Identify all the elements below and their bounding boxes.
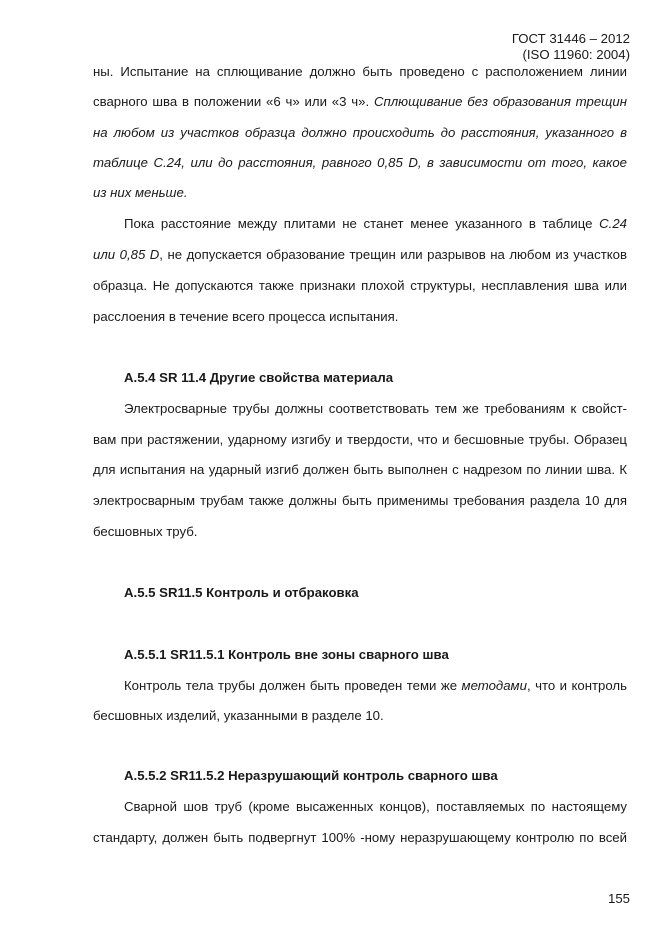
- paragraph-line: [93, 155, 627, 171]
- paragraph-line: для испытания на ударный изгиб должен быть выполнен с надрезом по линии шва. К: [93, 462, 627, 477]
- subsection-heading: А.5.5.1 SR11.5.1 Контроль вне зоны сварного шва: [124, 647, 449, 662]
- paragraph-line: [124, 678, 627, 694]
- paragraph-line: ны. Испытание на сплющивание должно быть проведено с расположением линии: [93, 64, 627, 79]
- paragraph-line: бесшовных изделий, указанными в разделе 10.: [93, 708, 384, 723]
- document-header: [512, 31, 630, 63]
- italic-text-run: на любом из участков образца должно происходить до расстояния, указанного в: [93, 125, 627, 140]
- text-run: Контроль тела трубы должен быть проведен теми же: [124, 678, 462, 693]
- section-heading: А.5.4 SR 11.4 Другие свойства материала: [124, 370, 394, 385]
- text-run: , не допускается образование трещин или разрывов на любом из участков: [159, 247, 627, 262]
- paragraph-line: [124, 216, 627, 232]
- subsection-heading: А.5.5.2 SR11.5.2 Неразрушающий контроль сварного шва: [124, 768, 498, 783]
- paragraph-line: [93, 247, 627, 263]
- italic-text-run: таблице С.24, или до расстояния, равного 0,85 D, в зависимости от того, какое: [93, 155, 627, 170]
- paragraph-line: Сварной шов труб (кроме высаженных концов), поставляемых по настоящему: [124, 799, 627, 814]
- paragraph-line: [93, 185, 188, 201]
- text-run: Пока расстояние между плитами не станет менее указанного в таблице: [124, 216, 600, 231]
- paragraph-line: образца. Не допускаются также признаки плохой структуры, несплавления шва или: [93, 278, 627, 293]
- italic-text-run: или 0,85 D: [93, 247, 160, 262]
- italic-text-run: методами: [461, 678, 527, 693]
- paragraph-line: бесшовных труб.: [93, 524, 198, 539]
- paragraph-line: вам при растяжении, ударному изгибу и твердости, что и бесшовные трубы. Образец: [93, 432, 627, 447]
- paragraph-line: Электросварные трубы должны соответствовать тем же требованиям к свойст-: [124, 401, 627, 416]
- text-run: , что и контроль: [526, 678, 627, 693]
- italic-text-run: Сплющивание без образования трещин: [373, 94, 627, 109]
- section-heading: А.5.5 SR11.5 Контроль и отбраковка: [124, 585, 359, 600]
- text-run: сварного шва в положении «6 ч» или «3 ч».: [93, 94, 374, 109]
- italic-text-run: С.24: [599, 216, 627, 231]
- paragraph-line: расслоения в течение всего процесса испытания.: [93, 309, 399, 324]
- paragraph-line: [93, 125, 627, 141]
- paragraph-line: [93, 94, 627, 110]
- paragraph-line: электросварным трубам также должны быть применимы требования раздела 10 для: [93, 493, 627, 508]
- italic-text-run: из них меньше.: [93, 185, 188, 200]
- paragraph-line: стандарту, должен быть подвергнут 100% -ному неразрушающему контролю по всей: [93, 830, 627, 845]
- page-number: 155: [607, 891, 630, 906]
- iso-reference: (ISO 11960: 2004): [522, 47, 630, 62]
- standard-number: ГОСТ 31446 – 2012: [511, 31, 630, 46]
